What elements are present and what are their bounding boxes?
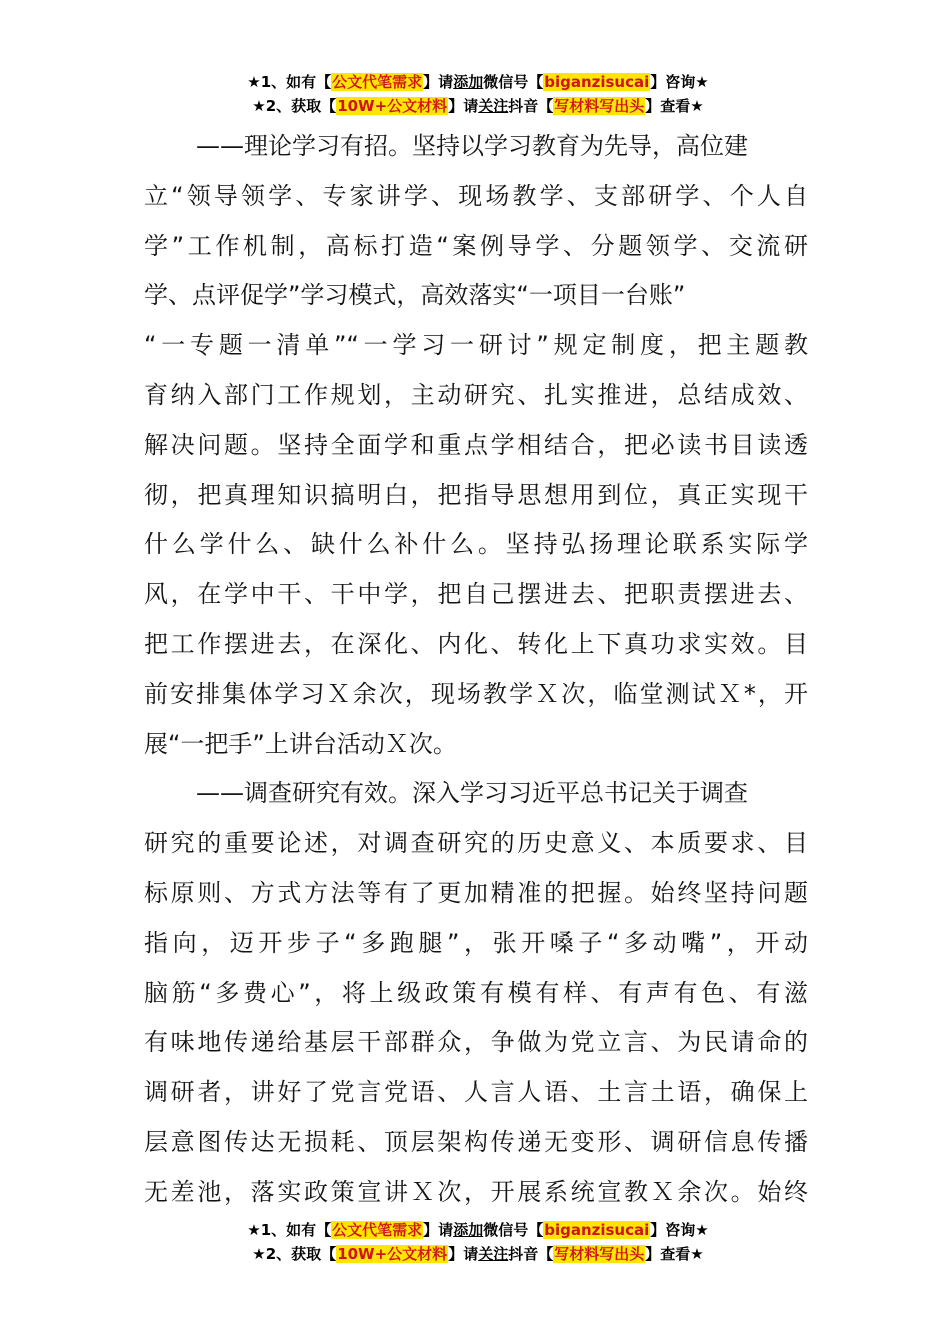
paragraph-1-line: 把工作摆进去，在深化、内化、转化上下真功求实效。目 bbox=[144, 629, 808, 658]
paragraph-1-line: 什么学什么、缺什么补什么。坚持弘扬理论联系实际学 bbox=[144, 530, 808, 559]
banner-highlight: biganzisucai bbox=[544, 1221, 650, 1239]
banner-text: 】请 bbox=[423, 73, 454, 91]
paragraph-1-line: “一专题一清单”“一学习一研讨”规定制度，把主题教 bbox=[144, 331, 808, 360]
paragraph-1-line: 学”工作机制，高标打造“案例导学、分题领学、交流研 bbox=[144, 231, 808, 260]
paragraph-2-line: 脑筋“多费心”，将上级政策有模有样、有声有色、有滋 bbox=[144, 978, 808, 1007]
paragraph-2-line: 标原则、方式方法等有了更加精准的把握。始终坚持问题 bbox=[144, 878, 808, 907]
paragraph-1-line: 立“领导领学、专家讲学、现场教学、支部研学、个人自 bbox=[144, 181, 808, 210]
banner-text: 】查看★ bbox=[645, 97, 704, 115]
banner-text: ★1、如有【 bbox=[247, 73, 332, 91]
paragraph-2-line: 无差池，落实政策宣讲Ｘ次，开展系统宣教Ｘ余次。始终 bbox=[144, 1177, 808, 1206]
banner-highlight: 10W+公文材料 bbox=[337, 1245, 448, 1263]
banner-line-2 bbox=[0, 1242, 950, 1266]
banner-underlined-text: 添加 bbox=[453, 73, 484, 91]
banner-underlined-text: 关注 bbox=[478, 97, 509, 115]
paragraph-1-line: ——理论学习有招。坚持以学习教育为先导，高位建 bbox=[196, 132, 748, 160]
banner-text: 】咨询★ bbox=[650, 73, 709, 91]
paragraph-2-line: 有味地传递给基层干部群众，争做为党立言、为民请命的 bbox=[144, 1028, 808, 1057]
paragraph-2-line: 研究的重要论述，对调查研究的历史意义、本质要求、目 bbox=[144, 829, 808, 858]
banner-text: ★1、如有【 bbox=[247, 1221, 332, 1239]
paragraph-1-line: 解决问题。坚持全面学和重点学相结合，把必读书目读透 bbox=[144, 430, 808, 459]
paragraph-1-line: 彻，把真理知识搞明白，把指导思想用到位，真正实现干 bbox=[144, 480, 808, 509]
top-banner bbox=[0, 70, 950, 118]
banner-text: 】咨询★ bbox=[650, 1221, 709, 1239]
banner-line-1 bbox=[0, 70, 950, 94]
banner-text: 抖音【 bbox=[508, 1245, 554, 1263]
paragraph-1-line: 展“一把手”上讲台活动Ｘ次。 bbox=[144, 729, 457, 758]
banner-highlight: biganzisucai bbox=[544, 73, 650, 91]
banner-underlined-text: 关注 bbox=[478, 1245, 509, 1263]
paragraph-2-line: ——调查研究有效。深入学习习近平总书记关于调查 bbox=[196, 779, 748, 808]
banner-text: 抖音【 bbox=[508, 97, 554, 115]
banner-text: 】请 bbox=[423, 1221, 454, 1239]
banner-line-1 bbox=[0, 1218, 950, 1242]
banner-line-2 bbox=[0, 94, 950, 118]
banner-text: 微信号【 bbox=[483, 73, 544, 91]
banner-underlined-text: 添加 bbox=[453, 1221, 484, 1239]
banner-text: 】请 bbox=[448, 1245, 479, 1263]
banner-text: ★2、获取【 bbox=[252, 97, 337, 115]
paragraph-2-line: 层意图传达无损耗、顶层架构传递无变形、调研信息传播 bbox=[144, 1127, 808, 1156]
banner-text: 】查看★ bbox=[645, 1245, 704, 1263]
paragraph-2-line: 指向，迈开步子“多跑腿”，张开嗓子“多动嘴”，开动 bbox=[144, 928, 808, 957]
paragraph-1-line: 学、点评促学”学习模式，高效落实“一项目一台账” bbox=[144, 281, 686, 310]
banner-text: ★2、获取【 bbox=[252, 1245, 337, 1263]
paragraph-1-line: 前安排集体学习Ｘ余次，现场教学Ｘ次，临堂测试Ｘ*，开 bbox=[144, 679, 808, 708]
banner-highlight: 写材料写出头 bbox=[554, 1245, 645, 1263]
document-body bbox=[144, 122, 808, 1218]
banner-highlight: 写材料写出头 bbox=[554, 97, 645, 115]
banner-text: 微信号【 bbox=[483, 1221, 544, 1239]
paragraph-2-line: 调研者，讲好了党言党语、人言人语、土言土语，确保上 bbox=[144, 1078, 808, 1107]
banner-highlight: 公文代笔需求 bbox=[332, 1221, 423, 1239]
banner-text: 】请 bbox=[448, 97, 479, 115]
bottom-banner bbox=[0, 1218, 950, 1266]
paragraph-1-line: 风，在学中干、干中学，把自己摆进去、把职责摆进去、 bbox=[144, 580, 808, 609]
paragraph-1-line: 育纳入部门工作规划，主动研究、扎实推进，总结成效、 bbox=[144, 380, 808, 409]
banner-highlight: 10W+公文材料 bbox=[337, 97, 448, 115]
banner-highlight: 公文代笔需求 bbox=[332, 73, 423, 91]
